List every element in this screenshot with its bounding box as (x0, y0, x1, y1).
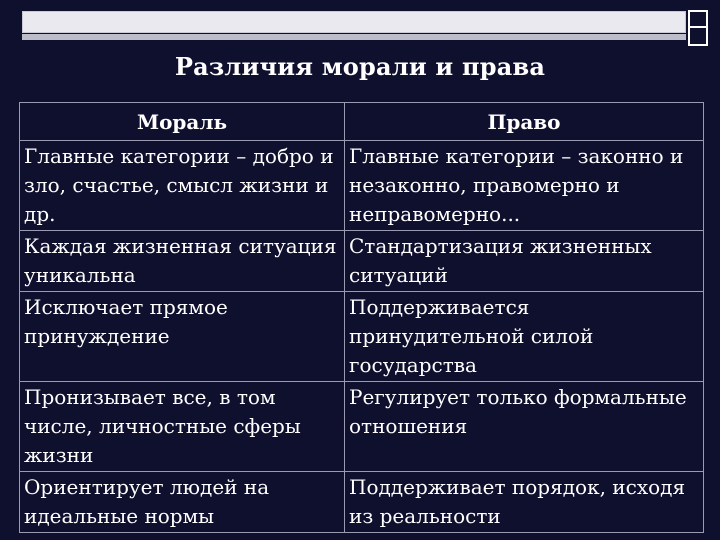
table-row (20, 382, 704, 472)
table-cell-morality: Главные категории – добро и зло, счастье, смысл жизни и др. (20, 141, 345, 231)
table-row (20, 231, 704, 292)
table-cell-law: Поддерживает порядок, исходя из реальности (345, 472, 704, 533)
column-header-morality: Мораль (20, 103, 345, 141)
square-bullet-icon (688, 26, 708, 46)
table-cell-law: Стандартизация жизненных ситуаций (345, 231, 704, 292)
header-bar (22, 11, 686, 33)
table-cell-law: Регулирует только формальные отношения (345, 382, 704, 472)
header-stripe (22, 34, 686, 40)
column-header-law: Право (345, 103, 704, 141)
table-cell-morality: Исключает прямое принуждение (20, 292, 345, 382)
table-cell-morality: Каждая жизненная ситуация уникальна (20, 231, 345, 292)
table-row (20, 292, 704, 382)
comparison-table (19, 102, 704, 533)
table-cell-law: Поддерживается принудительной силой государства (345, 292, 704, 382)
table-cell-morality: Пронизывает все, в том числе, личностные сферы жизни (20, 382, 345, 472)
slide-title: Различия морали и права (174, 52, 546, 81)
table-cell-law: Главные категории – законно и незаконно, правомерно и неправомерно... (345, 141, 704, 231)
table-row (20, 141, 704, 231)
table-cell-morality: Ориентирует людей на идеальные нормы (20, 472, 345, 533)
table-row (20, 472, 704, 533)
comparison-table-wrapper (19, 102, 703, 533)
table-header-row (20, 103, 704, 141)
